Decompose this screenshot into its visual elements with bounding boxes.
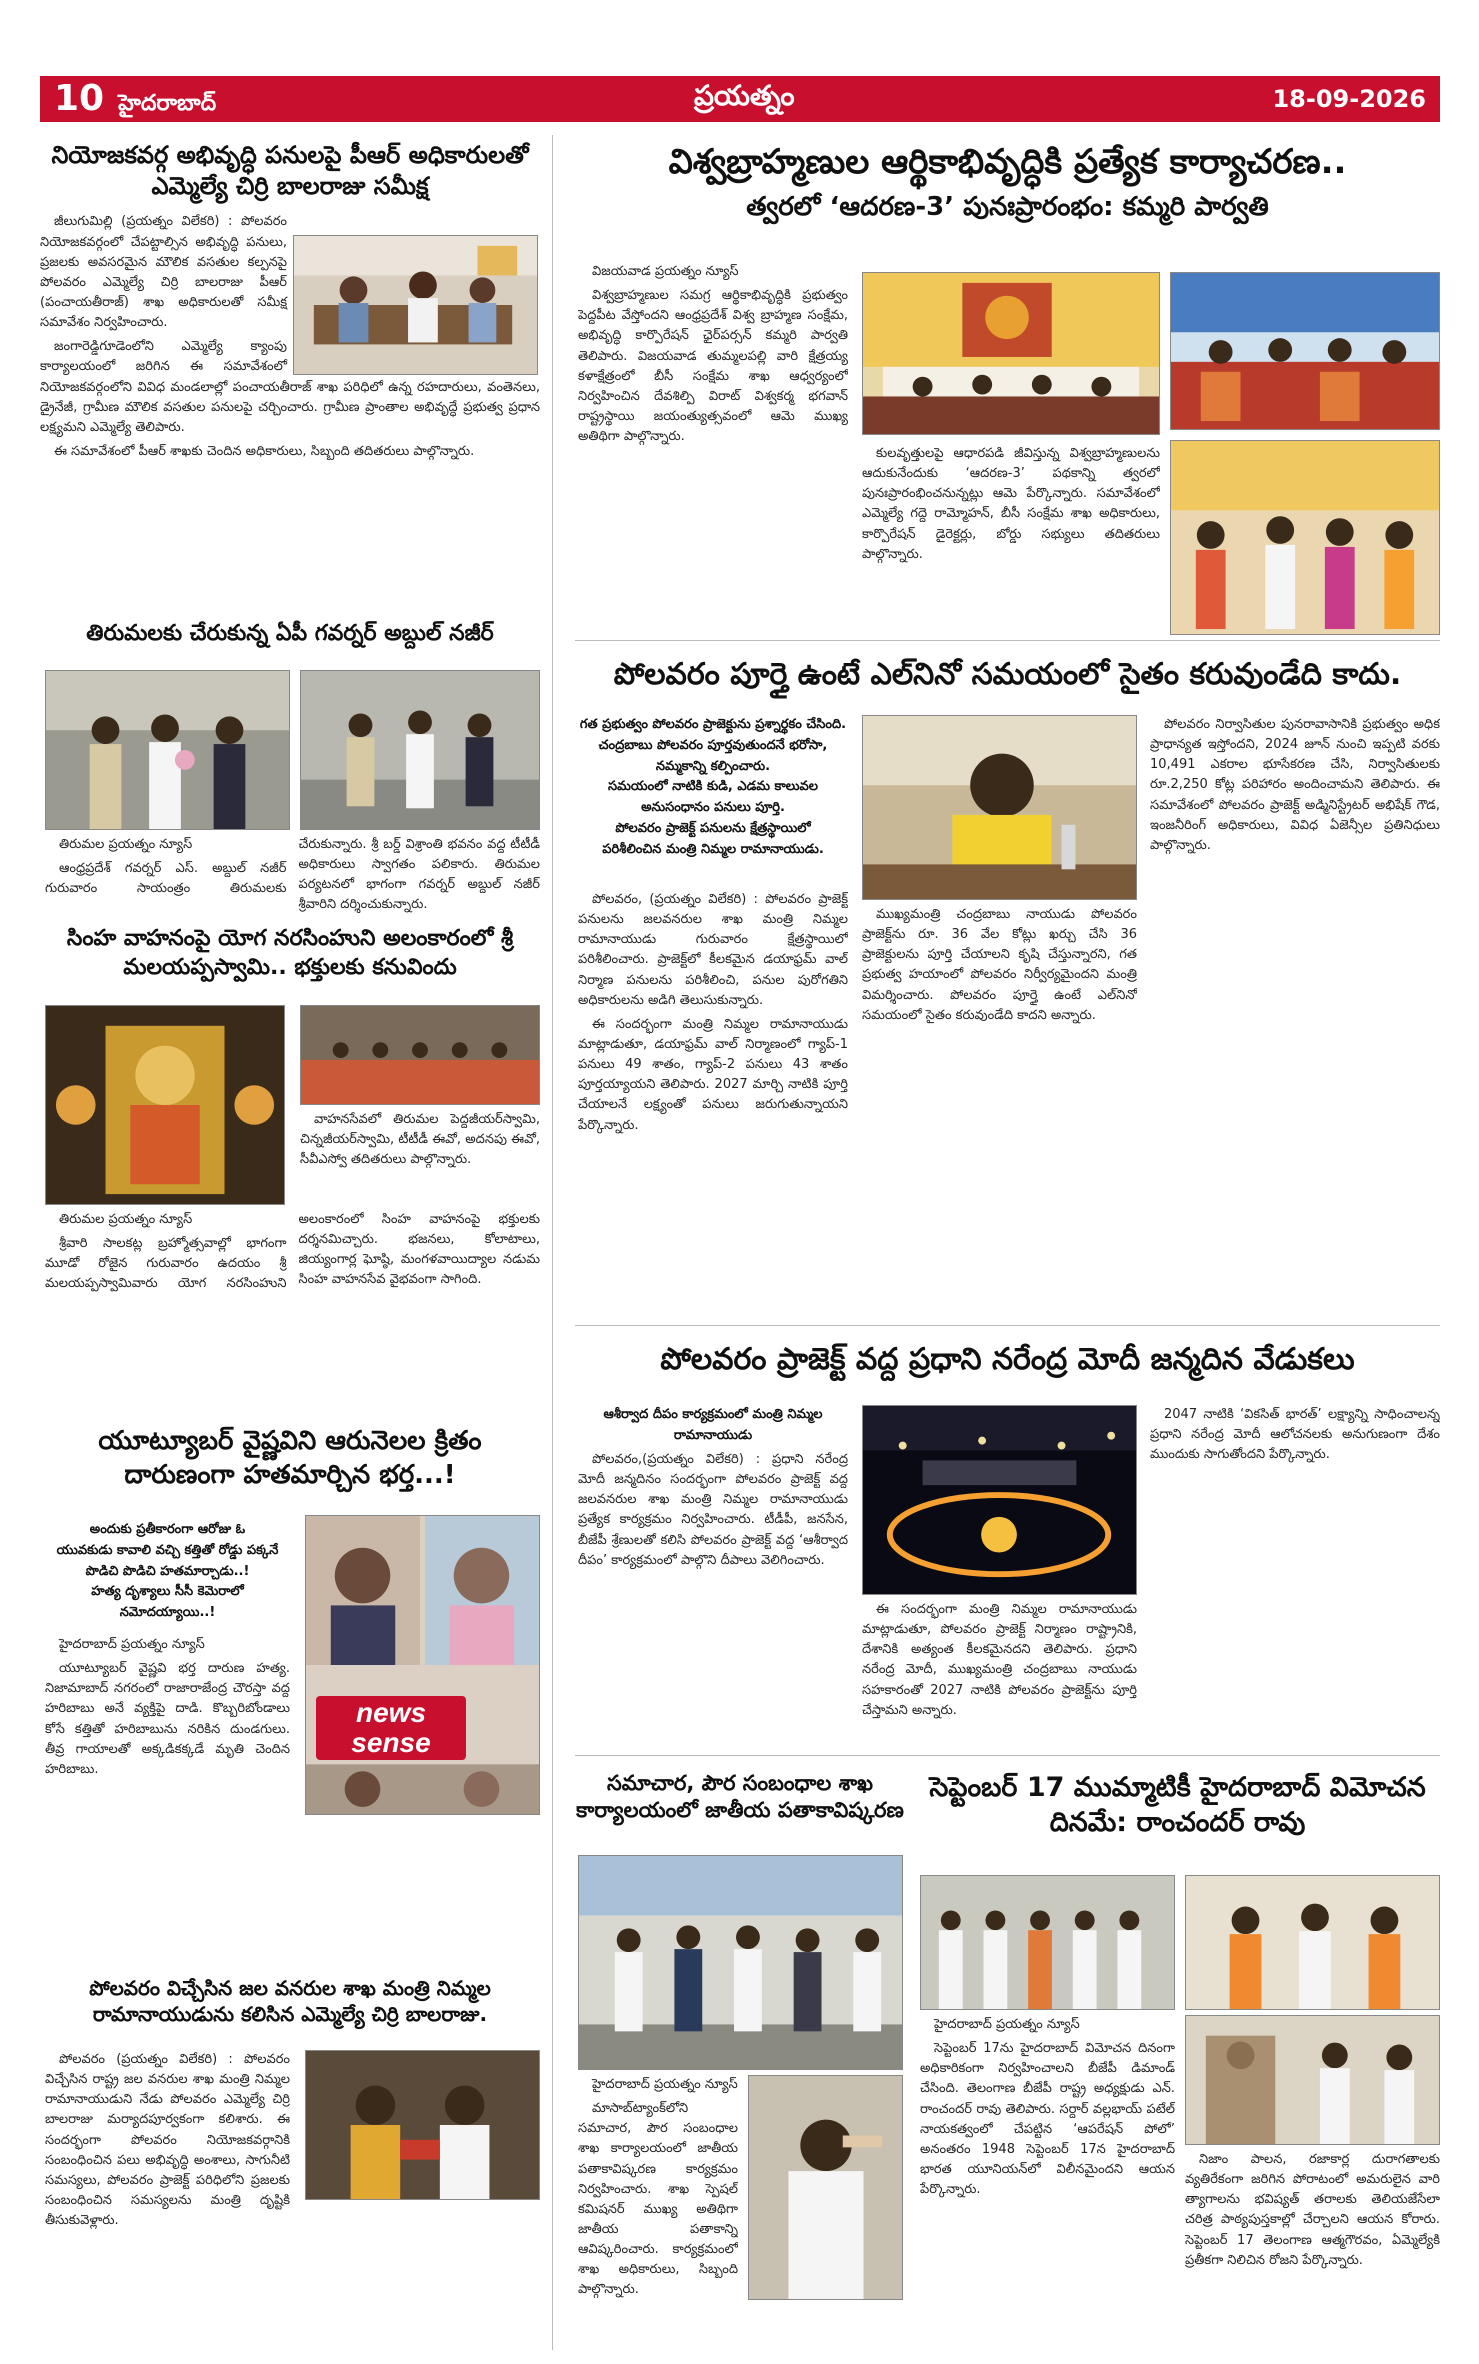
paragraph: ముఖ్యమంత్రి చంద్రబాబు నాయుడు పోలవరం ప్రాజెక్ట్‌ను రూ. 36 వేల కోట్లు ఖర్చు చేసి 36 ప్రాజెక్టులను పూర్తి చేయాలని కృషి చేస్తున్నారని, గత ప్రభుత్వ హయాంలో పోలవరం నిర్వీర్యమైందని మంత్రి విమర్శించారు. పోలవరం పూర్తై ఉంటే ఎల్‌నినో సమయంలో సైతం కరువుండేది కాదని అన్నారు. <box>862 907 1137 1023</box>
section-rule <box>575 640 1440 641</box>
subhead-vishwabrahmin: త్వరలో ‘ఆదరణ-3’ పునఃప్రారంభం: కమ్మరి పార్వతి <box>746 192 1269 223</box>
photo-flag-salute <box>748 2075 903 2300</box>
paragraph: శ్రీవారి సాలకట్ల బ్రహ్మోత్సవాల్లో భాగంగా మూడో రోజైన గురువారం ఉదయం శ్రీ మలయప్పస్వామివారు యోగ నరసింహుని అలంకారంలో సింహ వాహనంపై భక్తులకు దర్శనమిచ్చారు. భజనలు, కోలాటాలు, జియ్యంగార్ల ఘోష్ఠి, మంగళవాయిద్యాల నడుమ సింహ వాహనసేవ వైభవంగా సాగింది. <box>45 1212 540 1292</box>
article-flag-hoisting <box>575 1770 905 1850</box>
paragraph: 2047 నాటికి ‘వికసిత్ భారత్’ లక్ష్యాన్ని సాధించాలన్న ప్రధాని నరేంద్ర మోదీ ఆలోచనలకు అనుగుణంగా దేశం ముందుకు సాగుతోందని పేర్కొన్నారు. <box>1150 1407 1440 1463</box>
headline-polavaram-elnino: పోలవరం పూర్తై ఉంటే ఎల్‌నినో సమయంలో సైతం కరువుండేది కాదు. <box>613 657 1402 692</box>
paragraph: హైదరాబాద్ ప్రయత్నం న్యూస్ <box>592 2077 738 2092</box>
lead-line: పొడిచి పొడిచి హతమార్చాడు..! <box>85 1563 250 1579</box>
paragraph: తిరుమల ప్రయత్నం న్యూస్ <box>59 1212 193 1227</box>
article-polavaram-elnino <box>575 655 1440 705</box>
paragraph: నిజాం పాలన, రజాకార్ల దురాగతాలకు వ్యతిరేకంగా జరిగిన పోరాటంలో అమరులైన వారి త్యాగాలను భవిష్యత్ తరాలకు తెలియజేసేలా చరిత్ర పాఠ్యపుస్తకాల్లో చేర్చాలని ఆయన కోరారు. సెప్టెంబర్ 17 తెలంగాణ ఆత్మగౌరవం, ఏమ్మెల్యేకి ప్రతీకగా నిలిచిన రోజని పేర్కొన్నారు. <box>1185 2152 1440 2268</box>
masthead <box>40 76 1440 122</box>
lead-line: అందుకు ప్రతీకారంగా ఆరోజు ఓ <box>89 1522 246 1537</box>
headline-water-minister: పోలవరం విచ్చేసిన జల వనరుల శాఖ మంత్రి నిమ్మల రామానాయుడును కలిసిన ఎమ్మెల్యే చిర్రి బాలరాజు. <box>89 1976 491 2026</box>
body-modi-birthday-col3 <box>1150 1405 1440 1745</box>
section-rule <box>575 1325 1440 1326</box>
body-water-minister <box>45 2050 290 2350</box>
photo-youtuber-collage <box>305 1515 540 1815</box>
modi-birthday-lead <box>578 1405 848 1445</box>
paragraph: ఈ సందర్భంగా మంత్రి నిమ్మల రామానాయుడు మాట్లాడుతూ, పోలవరం ప్రాజెక్ట్ నిర్మాణం రాష్ట్రానికి, దేశానికి అత్యంత కీలకమైనదని తెలిపారు. ప్రధాని నరేంద్ర మోదీ, ముఖ్యమంత్రి చంద్రబాబు నాయుడు సహకారంతో 2027 నాటికి పోలవరం ప్రాజెక్ట్‌ను పూర్తి చేస్తామని అన్నారు. <box>862 1602 1137 1718</box>
article-water-minister <box>40 1975 540 2045</box>
section-rule <box>575 1755 1440 1756</box>
paragraph: విజయవాడ ప్రయత్నం న్యూస్ <box>592 264 739 279</box>
headline-youtuber: యూట్యూబర్ వైష్ణవిని ఆరునెలల క్రితం దారుణంగా హతమార్చిన భర్త...! <box>98 1426 482 1490</box>
paragraph: ఈ సందర్భంగా మంత్రి నిమ్మల రామానాయుడు మాట్లాడుతూ, డయాఫ్రమ్ వాల్ నిర్మాణంలో గ్యాప్-1 పనులు 49 శాతం, గ్యాప్-2 పనులు 43 శాతం పూర్తయ్యాయని తెలిపారు. 2027 మార్చి నాటికి పూర్తి చేయాలనే లక్ష్యంతో పనులు జరుగుతున్నాయని పేర్కొన్నారు. <box>578 1016 848 1133</box>
lead-line: అనుసంధానం పనులు పూర్తి. <box>641 800 785 816</box>
issue-date: 18-09-2026 <box>1272 85 1426 113</box>
photo-aashirvada-deepam <box>862 1405 1137 1595</box>
photo-malayappa-swamy <box>45 1005 285 1205</box>
article-simha-vahanam <box>40 925 540 995</box>
lead-line: సమయంలో నాటికి కుడి, ఎడమ కాలువల <box>608 779 818 795</box>
lead-line: రామానాయుడు <box>673 1427 753 1443</box>
lead-line: యువకుడు కావాలి వచ్చి కత్తితో రోడ్డు పక్కనే <box>56 1542 279 1558</box>
body-vishwabrahmin-col2 <box>862 444 1160 634</box>
photo-minister-nimmala-press <box>862 715 1137 900</box>
body-youtuber-right <box>305 1820 540 1950</box>
page-number: 10 <box>54 77 105 119</box>
body-flag-hoisting <box>578 2075 738 2350</box>
newspaper-brand: ప్రయత్నం <box>694 79 795 112</box>
body-polavaram-elnino-col1 <box>578 890 848 1315</box>
paragraph: పోలవరం నిర్వాసితుల పునరావాసానికి ప్రభుత్వం అధిక ప్రాధాన్యత ఇస్తోందని, 2024 జూన్ నుంచి ఇప్పటి వరకు 10,491 ఎకరాల భూసేకరణ చేసి, నిర్వాసితులకు రూ.2,250 కోట్ల పరిహారం అందించామని తెలిపారు. ఈ సమావేశంలో పోలవరం ప్రాజెక్ట్ అడ్మినిస్ట్రేటర్ అభిషేక్ గౌడ, ఇంజనీరింగ్ అధికారులు, వివిధ ఏజెన్సీల ప్రతినిధులు పాల్గొన్నారు. <box>1150 717 1440 853</box>
lead-line: నమ్మకాన్ని కల్పించారు. <box>655 758 771 774</box>
paragraph: ఆంధ్రప్రదేశ్ గవర్నర్ ఎస్. అబ్దుల్ నజీర్ గురువారం సాయంత్రం తిరుమలకు చేరుకున్నారు. శ్రీ బర్డ్ విశ్రాంతి భవనం వద్ద టీటీడీ అధికారులు స్వాగతం పలికారు. తిరుమల పర్యటనలో భాగంగా గవర్నర్ అబ్దుల్ నజీర్ శ్రీవారిని దర్శించుకున్నారు. <box>45 837 540 913</box>
paragraph: జీలుగుమిల్లి (ప్రయత్నం విలేకరి) : పోలవరం నియోజకవర్గంలో చేపట్టాల్సిన అభివృద్ధి పనులు, ప్రజలకు అవసరమైన మౌలిక వసతుల కల్పనపై పోలవరం ఎమ్మెల్యే చిర్రి బాలరాజు పీఆర్ (పంచాయతీరాజ్) శాఖ అధికారులతో సమీక్ష సమావేశం నిర్వహించారు. <box>40 214 287 331</box>
paragraph: పోలవరం,(ప్రయత్నం విలేకరి) : ప్రధాని నరేంద్ర మోదీ జన్మదినం సందర్భంగా పోలవరం ప్రాజెక్ట్ వద్ద జలవనరుల శాఖ మంత్రి నిమ్మల రామానాయుడు ప్రత్యేక కార్యక్రమం నిర్వహించారు. టీడీపీ, జనసేన, బీజేపీ శ్రేణులతో కలిసి పోలవరం ప్రాజెక్ట్ వద్ద ‘ఆశీర్వాద దీపం’ కార్యక్రమంలో పాల్గొని దీపాలు వెలిగించారు. <box>578 1452 848 1568</box>
polavaram-elnino-lead <box>578 715 848 885</box>
paragraph: పోలవరం, (ప్రయత్నం విలేకరి) : పోలవరం ప్రాజెక్ట్ పనులను జలవనరుల శాఖ మంత్రి నిమ్మల రామానాయుడు గురువారం క్షేత్రస్థాయిలో పరిశీలించారు. ప్రాజెక్ట్‌లో కీలకమైన డయాఫ్రమ్ వాల్ నిర్మాణ పనులను పరిశీలించి, పనుల పురోగతిని అధికారులను అడిగి తెలుసుకున్నారు. <box>578 892 848 1008</box>
body-modi-birthday-col1 <box>578 1450 848 1745</box>
body-liberation-day-col2 <box>1185 2150 1440 2350</box>
body-polavaram-elnino-col3 <box>1150 715 1440 1315</box>
photo-mla-review-meeting <box>293 235 538 375</box>
article-vishwabrahmin <box>575 140 1440 230</box>
body-liberation-day-col1 <box>920 2015 1175 2350</box>
paragraph: మాసాబ్‌ట్యాంక్‌లోని సమాచార, పౌర సంబంధాల శాఖ కార్యాలయంలో జాతీయ పతాకావిష్కరణ కార్యక్రమం నిర్వహించారు. శాఖ స్పెషల్ కమిషనర్ ముఖ్య అతిథిగా జాతీయ పతాకాన్ని ఆవిష్కరించారు. కార్యక్రమంలో శాఖ అధికారులు, సిబ్బంది పాల్గొన్నారు. <box>578 2101 738 2298</box>
headline-governor: తిరుమలకు చేరుకున్న ఏపీ గవర్నర్ అబ్దుల్ నజీర్ <box>86 621 494 646</box>
paragraph: పోలవరం (ప్రయత్నం విలేకరి) : పోలవరం విచ్చేసిన రాష్ట్ర జల వనరుల శాఖ మంత్రి నిమ్మల రామానాయుడుని నేడు పోలవరం ఎమ్మెల్యే చిర్రి బాలరాజు మర్యాదపూర్వకంగా కలిశారు. ఈ సందర్భంగా పోలవరం నియోజకవర్గానికి సంబంధించిన పలు అభివృద్ధి అంశాలు, సాగునీటి సమస్యలు, పోలవరం ప్రాజెక్ట్ పరిధిలోని ప్రజలకు సంబంధించిన సమస్యలను మంత్రి దృష్టికి తీసుకువెళ్లారు. <box>45 2052 290 2229</box>
photo-governor-arrival <box>45 670 290 830</box>
headline-flag-hoisting: సమాచార, పౌర సంబంధాల శాఖ కార్యాలయంలో జాతీయ పతాకావిష్కరణ <box>576 1771 904 1823</box>
paragraph: వాహనసేవలో తిరుమల పెద్దజీయర్‌స్వామి, చిన్నజీయర్‌స్వామి, టీటీడీ ఈవో, అదనపు ఈవో, సీవీఎస్వో తదితరులు పాల్గొన్నారు. <box>300 1112 540 1168</box>
photo-vishwabrahmin-felicitation <box>1170 440 1440 635</box>
paragraph: సెప్టెంబర్ 17ను హైదరాబాద్ విమోచన దినంగా అధికారికంగా నిర్వహించాలని బీజేపీ డిమాండ్ చేసింది. తెలంగాణ బీజేపీ రాష్ట్ర అధ్యక్షుడు ఎన్. రాంచందర్ రావు తెలిపారు. సర్దార్ వల్లభాయ్ పటేల్ నాయకత్వంలో చేపట్టిన ‘ఆపరేషన్ పోలో’ అనంతరం 1948 సెప్టెంబర్ 17న హైదరాబాద్ భారత యూనియన్‌లో విలీనమైందని ఆయన పేర్కొన్నారు. <box>920 2041 1175 2198</box>
headline-mla-review: నియోజకవర్గ అభివృద్ధి పనులపై పీఆర్ అధికారులతో ఎమ్మెల్యే చిర్రి బాలరాజు సమీక్ష <box>51 141 529 201</box>
article-youtuber <box>40 1425 540 1510</box>
photo-ramchander-rao <box>1185 1875 1440 2010</box>
masthead-left <box>54 78 216 121</box>
news-sense-badge <box>316 1696 466 1760</box>
paragraph: జంగారెడ్డిగూడెంలోని ఎమ్మెల్యే క్యాంపు కార్యాలయంలో జరిగిన ఈ సమావేశంలో నియోజకవర్గంలోని వివిధ మండలాల్లో పంచాయతీరాజ్ శాఖ పరిధిలో ఉన్న రహదారులు, వంతెనలు, డ్రైనేజీ, గ్రామీణ మౌలిక వసతుల పనులపై చర్చించారు. గ్రామీణ ప్రాంతాల అభివృద్ధే ప్రభుత్వ ప్రధాన లక్ష్యమని ఎమ్మెల్యే తెలిపారు. <box>40 339 540 435</box>
lead-line: ఆశీర్వాద దీపం కార్యక్రమంలో మంత్రి నిమ్మల <box>603 1407 823 1422</box>
lead-line: నమోదయ్యాయి..! <box>119 1605 216 1621</box>
body-vishwabrahmin <box>578 262 848 632</box>
body-modi-birthday-col2 <box>862 1600 1137 1745</box>
headline-simha-vahanam: సింహ వాహనంపై యోగ నరసింహుని అలంకారంలో శ్రీ మలయప్పస్వామి.. భక్తులకు కనువిందు <box>66 926 514 980</box>
paragraph: హైదరాబాద్ ప్రయత్నం న్యూస్ <box>934 2017 1080 2032</box>
photo-governor-walk <box>300 670 540 830</box>
photo-mla-meets-minister <box>305 2050 540 2200</box>
paragraph: కులవృత్తులపై ఆధారపడి జీవిస్తున్న విశ్వబ్రాహ్మణులను ఆదుకునేందుకు ‘ఆదరణ-3’ పథకాన్ని త్వరలో పునఃప్రారంభించనున్నట్లు ఆమె పేర్కొన్నారు. సమావేశంలో ఎమ్మెల్యే గద్దె రామ్మోహన్, బీసీ సంక్షేమ శాఖ అధికారులు, కార్పొరేషన్ డైరెక్టర్లు, బోర్డు సభ్యులు తదితరులు పాల్గొన్నారు. <box>862 446 1160 562</box>
paragraph: ఈ సమావేశంలో పీఆర్ శాఖకు చెందిన అధికారులు, సిబ్బంది తదితరులు పాల్గొన్నారు. <box>54 443 475 459</box>
lead-line: పరిశీలించిన మంత్రి నిమ్మల రామానాయుడు. <box>602 841 824 857</box>
lead-line: గత ప్రభుత్వం పోలవరం ప్రాజెక్టును ప్రశ్నార్థకం చేసింది. <box>579 717 847 732</box>
photo-vishwabrahmin-dignitaries <box>1170 272 1440 430</box>
body-simha-vahanam-right <box>300 1110 540 1205</box>
body-youtuber <box>45 1635 290 1950</box>
headline-modi-birthday: పోలవరం ప్రాజెక్ట్ వద్ద ప్రధాని నరేంద్ర మోదీ జన్మదిన వేడుకలు <box>660 1342 1355 1377</box>
headline-liberation-day: సెప్టెంబర్ 17 ముమ్మాటికీ హైదరాబాద్ విమోచన దినమే: రాంచందర్ రావు <box>929 1772 1426 1839</box>
photo-bjp-celebration <box>920 1875 1175 2010</box>
article-liberation-day <box>915 1770 1440 1865</box>
paragraph: హైదరాబాద్ ప్రయత్నం న్యూస్ <box>59 1637 205 1652</box>
column-rule <box>552 135 553 2350</box>
photo-vishwabrahmin-stage <box>862 272 1160 435</box>
photo-flag-hoisting-officials <box>578 1855 903 2070</box>
lead-line: హత్య దృశ్యాలు సీసీ కెమెరాలో <box>91 1584 244 1600</box>
lead-line: పోలవరం ప్రాజెక్ట్ పనులను క్షేత్రస్థాయిలో <box>615 820 811 836</box>
badge-text: news <box>355 1697 427 1728</box>
badge-text: sense <box>351 1727 431 1758</box>
paragraph: తిరుమల ప్రయత్నం న్యూస్ <box>59 837 193 852</box>
article-modi-birthday <box>575 1340 1440 1390</box>
body-simha-vahanam <box>45 1210 540 1410</box>
headline-vishwabrahmin: విశ్వబ్రాహ్మణుల ఆర్థికాభివృద్ధికి ప్రత్యేక కార్యాచరణ.. <box>668 142 1347 182</box>
photo-vahana-procession <box>300 1005 540 1105</box>
photo-statue-garland <box>1185 2015 1440 2145</box>
body-governor <box>45 835 540 920</box>
paragraph: విశ్వబ్రాహ్మణుల సమగ్ర ఆర్థికాభివృద్ధికి ప్రభుత్వం పెద్దపీట వేస్తోందని ఆంధ్రప్రదేశ్ విశ్వ బ్రాహ్మణ సంక్షేమ, అభివృద్ధి కార్పొరేషన్ ఛైర్‌పర్సన్ కమ్మరి పార్వతి తెలిపారు. విజయవాడ తుమ్మలపల్లి వారి క్షేత్రయ్య కళాక్షేత్రంలో బీసీ సంక్షేమ శాఖ ఆధ్వర్యంలో నిర్వహించిన దేవశిల్పి విరాట్ విశ్వకర్మ భగవాన్ రాష్ట్రస్థాయి జయంత్యుత్సవంలో ఆమె ముఖ్య అతిథిగా పాల్గొన్నారు. <box>578 288 848 445</box>
youtuber-lead <box>45 1520 290 1630</box>
paragraph: యూట్యూబర్ వైష్ణవి భర్త దారుణ హత్య. నిజామాబాద్ నగరంలో రాజారాజేంద్ర చౌరస్తా వద్ద హరిబాబు అనే వ్యక్తిపై దాడి. కొబ్బరిబోండాలు కోసే కత్తితో హరిబాబును నరికిన దుండగులు. తీవ్ర గాయాలతో అక్కడికక్కడే మృతి చెందిన హరిబాబు. <box>45 1661 290 1777</box>
body-polavaram-elnino-col2 <box>862 905 1137 1315</box>
lead-line: చంద్రబాబు పోలవరం పూర్తవుతుందనే భరోసా, <box>598 737 828 753</box>
edition-city: హైదరాబాద్ <box>118 90 217 116</box>
